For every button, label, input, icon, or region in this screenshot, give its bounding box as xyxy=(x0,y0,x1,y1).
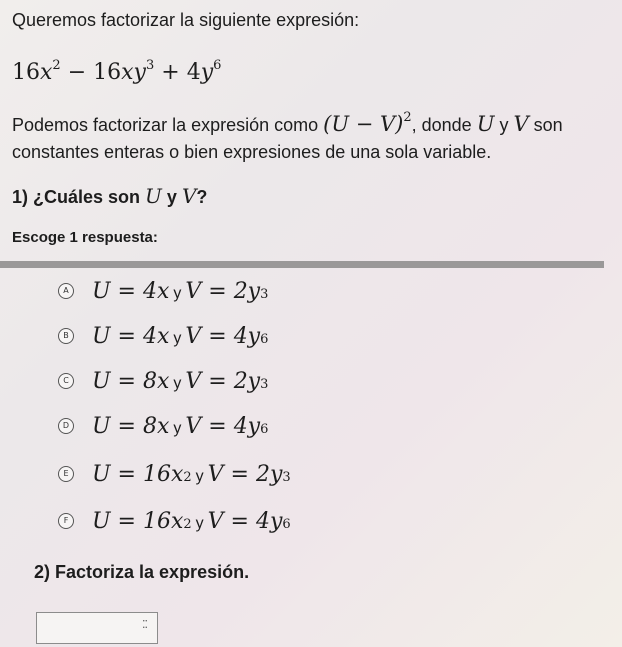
option-letter-badge: D xyxy=(58,418,74,434)
option-math: U = 4x y V = 2y 3 xyxy=(92,278,269,304)
option-f[interactable] xyxy=(58,505,291,537)
option-a[interactable] xyxy=(58,275,268,307)
drag-grip-icon[interactable]: ⁚⁚ xyxy=(142,618,147,631)
option-letter-badge: E xyxy=(58,466,74,482)
option-c[interactable] xyxy=(58,365,268,397)
description-line-2: constantes enteras o bien expresiones de una sola variable. xyxy=(12,142,492,162)
option-letter-badge: A xyxy=(58,283,74,299)
description-line-1: Podemos factorizar la expresión como $(U - V)^2$, donde U y V son xyxy=(12,110,563,136)
option-math: U = 4x y V = 4y 6 xyxy=(92,323,269,349)
option-e[interactable] xyxy=(58,458,291,490)
option-b[interactable] xyxy=(58,320,268,352)
question-2: 2) Factoriza la expresión. xyxy=(34,562,250,582)
option-letter-badge: C xyxy=(58,373,74,389)
intro-text: Queremos factorizar la siguiente expresión: xyxy=(12,10,360,30)
choose-label: Escoge 1 respuesta: xyxy=(12,229,158,246)
option-math: U = 8x y V = 4y 6 xyxy=(92,413,269,439)
option-letter-badge: B xyxy=(58,328,74,344)
option-d[interactable] xyxy=(58,410,268,442)
divider xyxy=(0,261,604,268)
answer-input[interactable] xyxy=(36,612,158,644)
option-math: U = 16x 2 y V = 4y 6 xyxy=(92,508,291,534)
option-math: U = 16x 2 y V = 2y 3 xyxy=(92,461,291,487)
question-1: 1) ¿Cuáles son U y V? xyxy=(12,184,208,208)
target-expression: $16x^2 - 16xy^3 + 4y^6$ xyxy=(12,58,222,85)
option-letter-badge: F xyxy=(58,513,74,529)
option-math: U = 8x y V = 2y 3 xyxy=(92,368,269,394)
